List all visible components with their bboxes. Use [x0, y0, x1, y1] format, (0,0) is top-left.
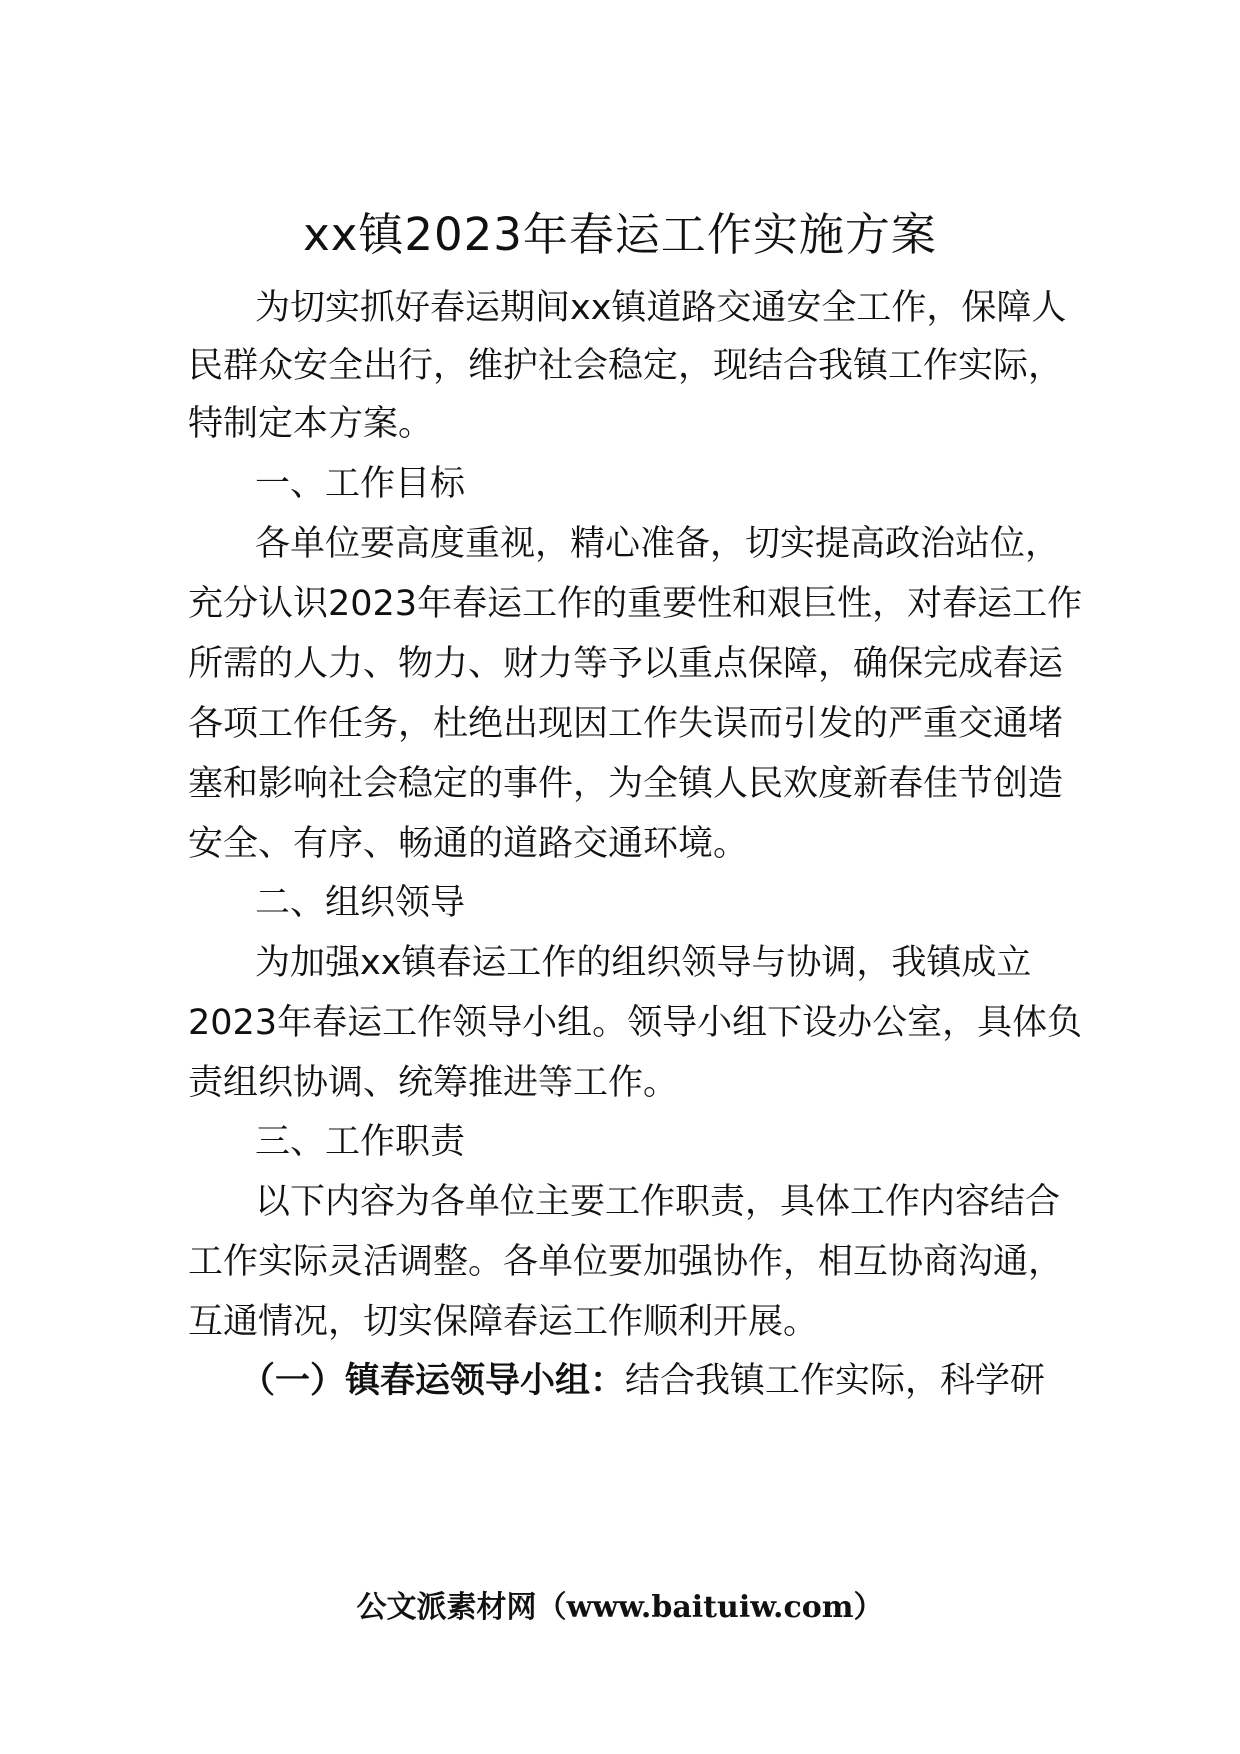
document-title: xx镇2023年春运工作实施方案 — [303, 208, 937, 261]
section-heading: 三、工作职责 — [255, 1122, 466, 1162]
paragraph-line: 为切实抓好春运期间xx镇道路交通安全工作，保障人 — [255, 288, 1067, 328]
section-heading: 二、组织领导 — [255, 883, 466, 923]
section-heading: 一、工作目标 — [255, 464, 466, 504]
paragraph-line: 特制定本方案。 — [188, 404, 434, 444]
paragraph-line: 2023年春运工作领导小组。领导小组下设办公室，具体负 — [188, 1003, 1083, 1043]
subsection-line — [240, 1358, 1045, 1404]
paragraph-line: 工作实际灵活调整。各单位要加强协作，相互协商沟通， — [188, 1242, 1064, 1282]
paragraph-line: 充分认识2023年春运工作的重要性和艰巨性，对春运工作 — [188, 584, 1083, 624]
paragraph-line: 塞和影响社会稳定的事件，为全镇人民欢度新春佳节创造 — [188, 764, 1064, 804]
paragraph-line: 互通情况，切实保障春运工作顺利开展。 — [188, 1302, 819, 1342]
paragraph-line: 责组织协调、统筹推进等工作。 — [188, 1063, 679, 1103]
subsection-text: 结合我镇工作实际，科学研 — [625, 1361, 1046, 1401]
subsection-heading: （一）镇春运领导小组： — [240, 1361, 626, 1401]
paragraph-line: 各单位要高度重视，精心准备，切实提高政治站位， — [255, 524, 1061, 564]
paragraph-line: 民群众安全出行，维护社会稳定，现结合我镇工作实际， — [188, 346, 1064, 386]
footer-watermark: 公文派素材网（www.baituiw.com） — [356, 1590, 884, 1625]
paragraph-line: 为加强xx镇春运工作的组织领导与协调，我镇成立 — [255, 943, 1032, 983]
paragraph-line: 以下内容为各单位主要工作职责，具体工作内容结合 — [255, 1182, 1061, 1222]
paragraph-line: 各项工作任务，杜绝出现因工作失误而引发的严重交通堵 — [188, 704, 1064, 744]
paragraph-line: 安全、有序、畅通的道路交通环境。 — [188, 824, 749, 864]
paragraph-line: 所需的人力、物力、财力等予以重点保障，确保完成春运 — [188, 644, 1064, 684]
